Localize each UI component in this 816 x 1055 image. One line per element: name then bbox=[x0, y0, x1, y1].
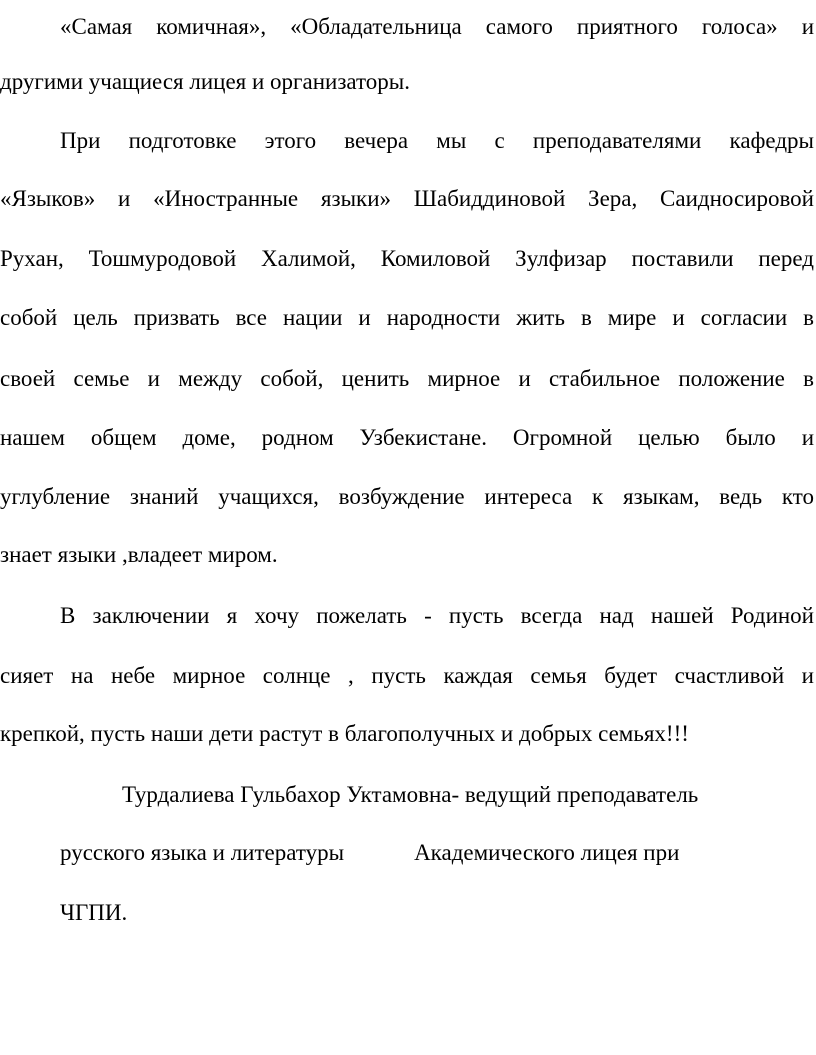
paragraph-line: другими учащиеся лицея и организаторы. bbox=[0, 69, 410, 94]
paragraph-line: В заключении я хочу пожелать - пусть всегда над нашей Родиной bbox=[60, 603, 814, 628]
signature-line: ЧГПИ. bbox=[60, 900, 128, 925]
paragraph-line: углубление знаний учащихся, возбуждение интереса к языкам, ведь кто bbox=[0, 484, 814, 509]
paragraph-line: крепкой, пусть наши дети растут в благополучных и добрых семьях!!! bbox=[0, 721, 689, 746]
paragraph-line: При подготовке этого вечера мы с преподавателями кафедры bbox=[60, 128, 814, 153]
paragraph-line: знает языки ,владеет миром. bbox=[0, 542, 278, 567]
signature-institution: Академического лицея при bbox=[414, 840, 680, 865]
paragraph-line: нашем общем доме, родном Узбекистане. Огромной целью было и bbox=[0, 425, 814, 450]
paragraph-line: «Самая комичная», «Обладательница самого приятного голоса» и bbox=[60, 14, 814, 39]
paragraph-line: своей семье и между собой, ценить мирное и стабильное положение в bbox=[0, 366, 814, 391]
signature-line bbox=[60, 837, 814, 869]
paragraph-line: Рухан, Тошмуродовой Халимой, Комиловой Зулфизар поставили перед bbox=[0, 246, 814, 271]
signature-line: Турдалиева Гульбахор Уктамовна- ведущий преподаватель bbox=[122, 782, 699, 807]
paragraph-line: собой цель призвать все нации и народности жить в мире и согласии в bbox=[0, 305, 814, 330]
paragraph-line: сияет на небе мирное солнце , пусть каждая семья будет счастливой и bbox=[0, 663, 814, 688]
paragraph-line: «Языков» и «Иностранные языки» Шабиддиновой Зера, Саидносировой bbox=[0, 186, 814, 211]
signature-position: русского языка и литературы bbox=[60, 840, 345, 865]
